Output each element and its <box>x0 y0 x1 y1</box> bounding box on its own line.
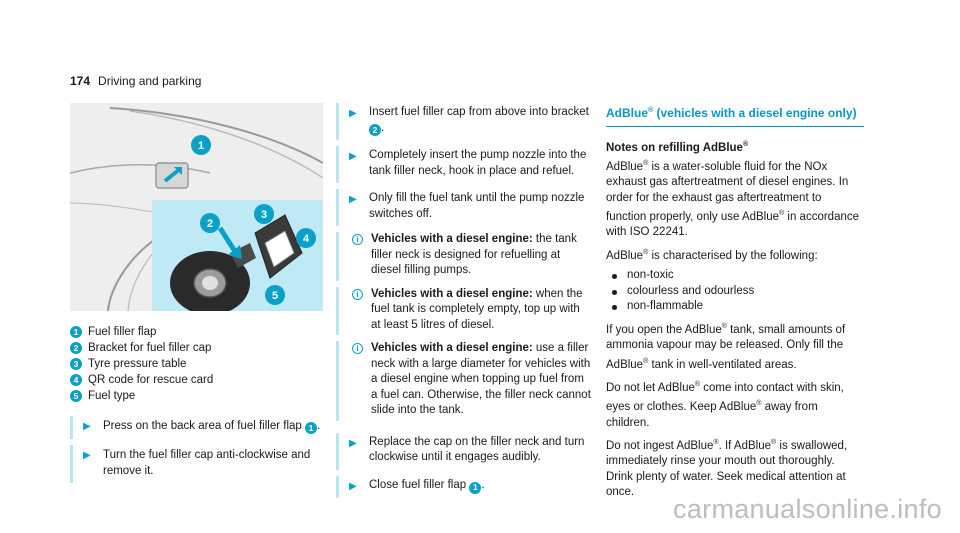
list-item: non-flammable <box>606 299 864 315</box>
legend-number: 5 <box>70 390 82 402</box>
page-number: 174 <box>70 74 91 88</box>
legend-text: Fuel type <box>88 390 136 402</box>
paragraph-contact: Do not let AdBlue® come into contact with skin, eyes or clothes. Keep AdBlue® away from children. <box>606 380 844 429</box>
paragraph-characteristics: AdBlue® is characterised by the following: <box>606 248 818 262</box>
step-text: Insert fuel filler cap from above into bracket 2 . <box>369 106 589 135</box>
right-column <box>606 103 864 501</box>
note-text: Vehicles with a diesel engine: use a filler neck with a large diameter for vehicles with a diesel engine when topping up fuel from a fuel can. Otherwise, the filler neck cannot slide into the tank. <box>371 342 591 417</box>
legend-text: Bracket for fuel filler cap <box>88 342 212 354</box>
characteristics-list <box>606 268 864 315</box>
step-arrow-icon: ▶ <box>349 480 357 492</box>
subsection-title: Notes on refilling AdBlue® <box>606 140 749 154</box>
left-column <box>70 324 325 483</box>
paragraph-ammonia: If you open the AdBlue® tank, small amounts of ammonia vapour may be released. Only fill the AdBlue® tank in well-ventilated areas. <box>606 322 846 371</box>
step-arrow-icon: ▶ <box>349 194 357 206</box>
page-section-title: Driving and parking <box>98 74 202 88</box>
page-header <box>70 74 201 88</box>
svg-text:3: 3 <box>260 209 268 221</box>
legend-item-fuel-type <box>70 388 325 404</box>
step-insert-cap <box>336 103 592 140</box>
legend-item-tyre-pressure-table <box>70 356 325 372</box>
callout-4 <box>296 228 316 248</box>
callout-2 <box>200 213 220 233</box>
list-item: non-toxic <box>606 268 864 284</box>
step-text: Completely insert the pump nozzle into the tank filler neck, hook in place and refuel. <box>369 149 587 177</box>
ref-number: 1 <box>469 482 481 494</box>
legend-text: QR code for rescue card <box>88 374 214 386</box>
step-text: Press on the back area of fuel filler flap 1 . <box>103 420 321 433</box>
step-text: Close fuel filler flap 1 . <box>369 478 485 492</box>
step-remove-cap <box>70 445 325 483</box>
legend-item-fuel-filler-flap <box>70 324 325 340</box>
step-text: Replace the cap on the filler neck and turn clockwise until it engages audibly. <box>369 435 585 464</box>
step-replace-cap <box>336 433 592 470</box>
legend-item-bracket <box>70 340 325 356</box>
step-insert-nozzle <box>336 146 592 183</box>
note-text: Vehicles with a diesel engine: when the fuel tank is completely empty, top up with at least 5 litres of diesel. <box>371 287 583 331</box>
svg-text:1: 1 <box>197 140 205 152</box>
callout-5 <box>265 285 285 305</box>
step-text: Turn the fuel filler cap anti-clockwise and remove it. <box>103 449 311 477</box>
note-text: Vehicles with a diesel engine: the tank filler neck is designed for refuelling at diesel filling pumps. <box>371 233 577 277</box>
step-arrow-icon: ▶ <box>349 108 357 119</box>
bullet-icon <box>612 290 617 295</box>
step-press-flap <box>70 416 325 439</box>
step-arrow-icon: ▶ <box>83 421 91 432</box>
step-text: Only fill the fuel tank until the pump nozzle switches off. <box>369 192 585 220</box>
step-close-flap <box>336 476 592 499</box>
bullet-icon <box>612 305 617 310</box>
step-arrow-icon: ▶ <box>83 450 91 461</box>
car-rear-drawing <box>70 103 323 311</box>
step-arrow-icon: ▶ <box>349 151 357 163</box>
legend-text: Fuel filler flap <box>88 326 157 338</box>
fuel-filler-illustration <box>70 103 323 311</box>
callout-1 <box>191 135 211 155</box>
legend-number: 2 <box>70 342 82 354</box>
info-icon: i <box>352 343 363 354</box>
legend-number: 3 <box>70 358 82 370</box>
info-icon: i <box>352 289 363 300</box>
note-diesel-fuel-can <box>336 341 592 421</box>
legend-number: 1 <box>70 326 82 338</box>
svg-text:5: 5 <box>271 290 279 302</box>
note-diesel-filler-neck <box>336 232 592 281</box>
ref-number: 1 <box>305 422 317 434</box>
legend-text: Tyre pressure table <box>88 358 187 370</box>
legend-item-qr-code <box>70 372 325 388</box>
bullet-icon <box>612 274 617 279</box>
legend-list <box>70 324 325 404</box>
list-item: colourless and odourless <box>606 284 864 300</box>
middle-column <box>336 103 592 498</box>
paragraph-adblue-intro: AdBlue® is a water-soluble fluid for the NOx exhaust gas aftertreatment of diesel engines. In order for the exhaust gas aftertreatment to function properly, only use AdBlue® in accordance with ISO 22241. <box>606 159 860 239</box>
step-arrow-icon: ▶ <box>349 437 357 449</box>
section-title-adblue: AdBlue® (vehicles with a diesel engine only) <box>606 103 864 127</box>
svg-text:4: 4 <box>302 233 310 245</box>
legend-number: 4 <box>70 374 82 386</box>
paragraph-ingest: Do not ingest AdBlue®. If AdBlue® is swallowed, immediately rinse your mouth out thoroughly. Drink plenty of water. Seek medical attention at once. <box>606 439 848 499</box>
note-diesel-empty-tank <box>336 287 592 336</box>
step-fill-tank <box>336 189 592 226</box>
ref-number: 2 <box>369 124 381 136</box>
watermark: carmanualsonline.info <box>673 494 942 524</box>
svg-text:2: 2 <box>206 218 214 230</box>
info-icon: i <box>352 234 363 245</box>
callout-3 <box>254 204 274 224</box>
